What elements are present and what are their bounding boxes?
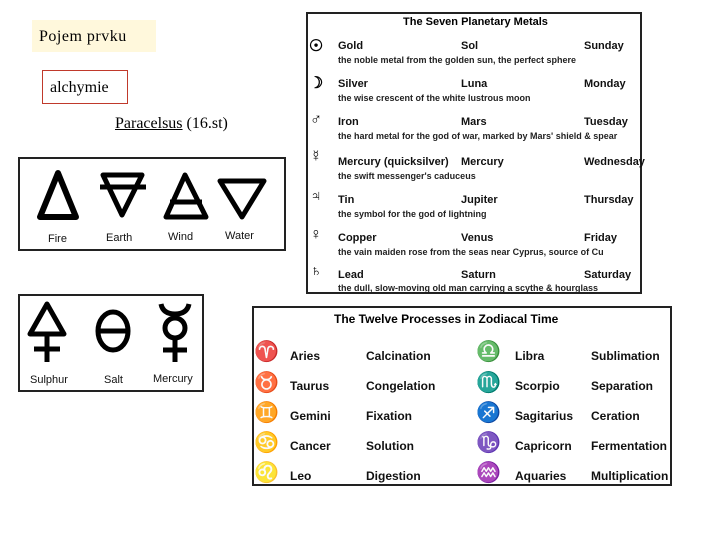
zodiac-processes-title: The Twelve Processes in Zodiacal Time (334, 312, 559, 326)
metal-planet: Jupiter (461, 194, 498, 206)
metal-planet: Mars (461, 116, 487, 128)
metal-name: Mercury (quicksilver) (338, 156, 449, 168)
metal-name: Gold (338, 40, 364, 52)
zodiac-sign: Aquaries (515, 469, 567, 483)
metal-name: Silver (338, 78, 368, 90)
copper-venus-icon: ♀ (310, 226, 322, 243)
metal-day: Saturday (584, 269, 632, 281)
element-label-fire: Fire (48, 233, 67, 245)
principles-panel (18, 294, 204, 392)
zodiac-process: Multiplication (591, 469, 669, 483)
zodiac-sign: Sagitarius (515, 409, 574, 423)
metal-description: the swift messenger's caduceus (338, 171, 476, 181)
metal-planet: Sol (461, 40, 479, 52)
gold-sun-icon: ☉ (308, 38, 324, 55)
zodiac-process: Solution (366, 439, 414, 453)
zodiac-sign: Scorpio (515, 379, 560, 393)
element-label-wind: Wind (168, 231, 194, 243)
iron-mars-icon: ♂ (310, 111, 322, 128)
subtitle-box (42, 70, 128, 104)
cancer-icon: ♋ (254, 432, 279, 454)
earth-icon (100, 175, 146, 215)
principle-label-sulphur: Sulphur (30, 374, 68, 386)
metal-name: Tin (338, 194, 355, 206)
wind-icon (166, 175, 206, 217)
zodiac-process: Separation (591, 379, 654, 393)
metal-planet: Venus (461, 232, 494, 244)
salt-icon (96, 312, 130, 350)
zodiac-sign: Libra (515, 349, 545, 363)
metal-day: Wednesday (584, 156, 645, 168)
aquarius-icon: ♒ (476, 462, 501, 484)
metal-description: the vain maiden rose from the seas near Cyprus, source of Cu (338, 247, 604, 257)
metal-description: the dull, slow-moving old man carrying a scythe & hourglass (338, 283, 599, 293)
planetary-metals-title: The Seven Planetary Metals (403, 16, 548, 28)
zodiac-sign: Gemini (290, 409, 331, 423)
metal-planet: Luna (461, 78, 488, 90)
principle-label-salt: Salt (104, 374, 123, 386)
metal-day: Sunday (584, 40, 624, 52)
metal-planet: Saturn (461, 269, 496, 281)
libra-icon: ♎ (476, 341, 501, 363)
metal-day: Thursday (584, 194, 634, 206)
metal-name: Iron (338, 116, 359, 128)
page-title-box (32, 20, 156, 52)
sagittarius-icon: ♐ (476, 402, 501, 424)
zodiac-sign: Taurus (290, 379, 330, 393)
mercury-icon (161, 304, 189, 362)
gemini-icon: ♊ (254, 402, 279, 424)
zodiac-process: Ceration (591, 409, 640, 423)
zodiac-process: Congelation (366, 379, 436, 393)
zodiac-process: Fixation (366, 409, 413, 423)
reference-suffix: (16.st) (186, 115, 228, 132)
aries-icon: ♈ (254, 341, 279, 363)
lead-saturn-icon: ♄ (310, 263, 322, 280)
zodiac-sign: Leo (290, 469, 312, 483)
sulphur-icon (30, 304, 64, 362)
water-icon (220, 181, 264, 217)
planetary-metals-table (306, 12, 645, 294)
mercury-icon: ☿ (310, 148, 322, 165)
metal-name: Lead (338, 269, 364, 281)
principle-label-mercury: Mercury (153, 373, 193, 385)
subtitle: alchymie (50, 79, 109, 96)
metal-day: Friday (584, 232, 618, 244)
reference-name: Paracelsus (115, 115, 183, 132)
tin-jupiter-icon: ♃ (310, 188, 322, 205)
leo-icon: ♌ (254, 462, 279, 484)
element-label-earth: Earth (106, 232, 133, 244)
zodiac-sign: Capricorn (515, 439, 572, 453)
element-label-water: Water (225, 230, 254, 242)
fire-icon (40, 173, 76, 217)
zodiac-process: Calcination (366, 349, 431, 363)
metal-planet: Mercury (461, 156, 504, 168)
capricorn-icon: ♑ (476, 432, 501, 454)
zodiac-sign: Cancer (290, 439, 331, 453)
silver-moon-icon: ☽ (308, 75, 324, 92)
page-title: Pojem prvku (39, 28, 127, 45)
zodiac-process: Digestion (366, 469, 421, 483)
elements-panel (18, 157, 286, 251)
metal-description: the symbol for the god of lightning (338, 209, 487, 219)
scorpio-icon: ♏ (476, 372, 501, 394)
zodiac-process: Sublimation (591, 349, 660, 363)
metal-name: Copper (338, 232, 377, 244)
metal-description: the wise crescent of the white lustrous moon (338, 93, 531, 103)
metal-description: the hard metal for the god of war, marked by Mars' shield & spear (338, 131, 618, 141)
metal-day: Monday (584, 78, 626, 90)
reference-line (115, 115, 228, 133)
metal-description: the noble metal from the golden sun, the perfect sphere (338, 55, 577, 65)
metal-day: Tuesday (584, 116, 628, 128)
taurus-icon: ♉ (254, 372, 279, 394)
zodiac-processes-table (252, 306, 672, 486)
zodiac-sign: Aries (290, 349, 321, 363)
zodiac-process: Fermentation (591, 439, 668, 453)
